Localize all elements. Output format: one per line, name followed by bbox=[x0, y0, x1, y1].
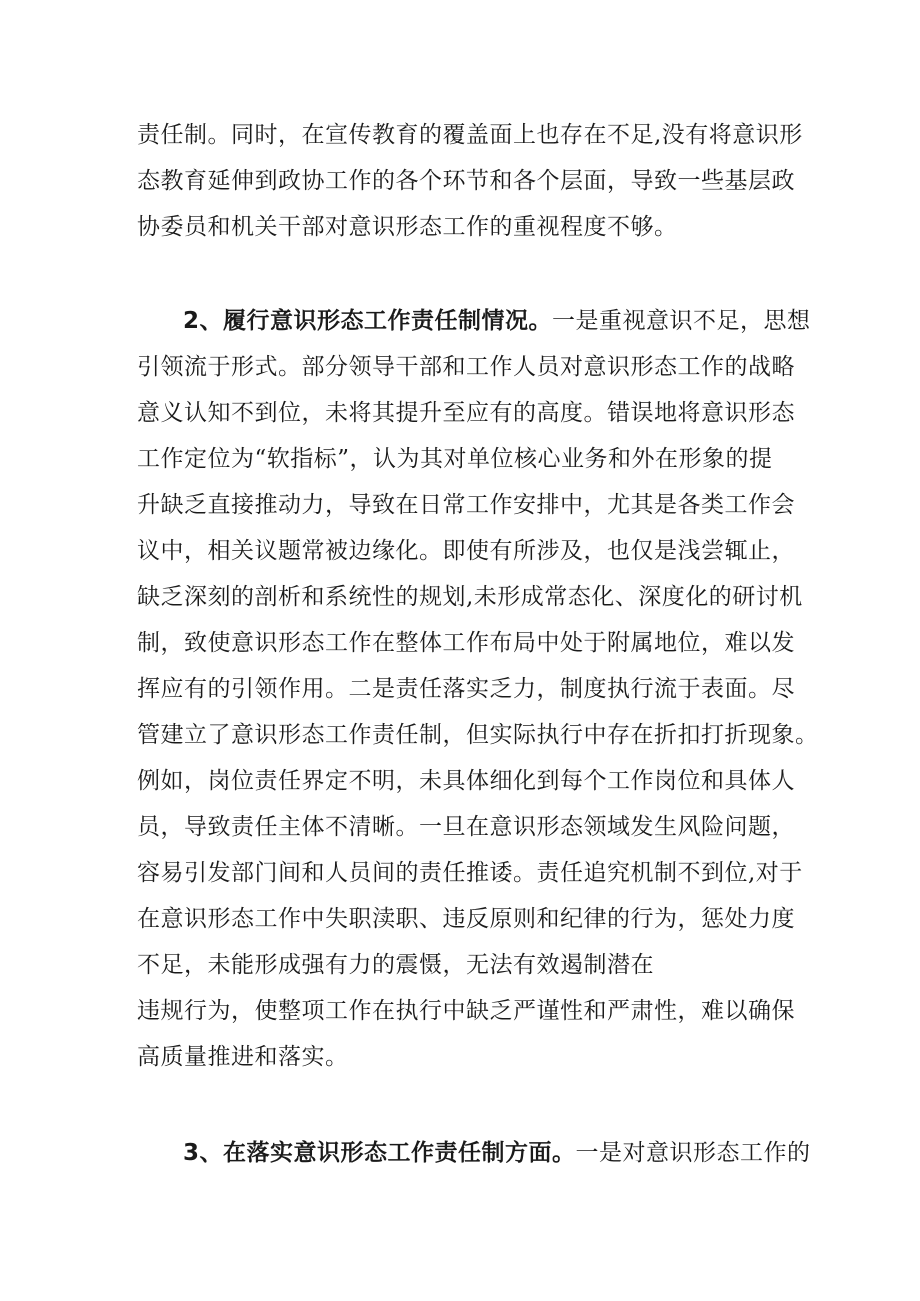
section2-first-line bbox=[183, 306, 811, 336]
section2-line-14: 不足，未能形成强有力的震慑，无法有效遏制潜在 bbox=[137, 952, 654, 978]
section2-line-8: 挥应有的引领作用。二是责任落实乏力，制度执行流于表面。尽 bbox=[137, 676, 795, 702]
section2-heading: 2、履行意识形态工作责任制情况。 bbox=[183, 308, 553, 334]
section3-heading: 3、在落实意识形态工作责任制方面。 bbox=[183, 1140, 576, 1166]
section2-line-11: 员，导致责任主体不清晰。一旦在意识形态领域发生风险问题， bbox=[137, 814, 795, 840]
section2-line-2: 意义认知不到位，未将其提升至应有的高度。错误地将意识形态 bbox=[137, 400, 795, 426]
section2-line-13: 在意识形态工作中失职渎职、违反原则和纪律的行为，惩处力度 bbox=[137, 906, 795, 932]
section3-first-line bbox=[183, 1138, 811, 1168]
para1-line-2: 态教育延伸到政协工作的各个环节和各个层面，导致一些基层政 bbox=[137, 168, 795, 194]
section2-line-9: 管建立了意识形态工作责任制，但实际执行中存在折扣打折现象。 bbox=[137, 722, 819, 748]
section2-line-16: 高质量推进和落实。 bbox=[137, 1044, 349, 1070]
section2-line-3: 工作定位为“软指标”，认为其对单位核心业务和外在形象的提 bbox=[137, 446, 773, 472]
para1-line-3: 协委员和机关干部对意识形态工作的重视程度不够。 bbox=[137, 214, 678, 240]
section2-line-10: 例如，岗位责任界定不明，未具体细化到每个工作岗位和具体人 bbox=[137, 768, 795, 794]
section2-line-5: 议中，相关议题常被边缘化。即使有所涉及，也仅是浅尝辄止， bbox=[137, 538, 795, 564]
section3-first-line-text: 一是对意识形态工作的 bbox=[575, 1140, 811, 1166]
section2-line-4: 升缺乏直接推动力，导致在日常工作安排中，尤其是各类工作会 bbox=[137, 492, 795, 518]
para1-line-1: 责任制。同时，在宣传教育的覆盖面上也存在不足,没有将意识形 bbox=[137, 122, 803, 148]
section2-first-line-text: 一是重视意识不足，思想 bbox=[552, 308, 811, 334]
section2-line-7: 制，致使意识形态工作在整体工作布局中处于附属地位，难以发 bbox=[137, 630, 795, 656]
section2-line-12: 容易引发部门间和人员间的责任推诿。责任追究机制不到位,对于 bbox=[137, 860, 803, 886]
section2-line-1: 引领流于形式。部分领导干部和工作人员对意识形态工作的战略 bbox=[137, 354, 795, 380]
section2-line-15: 违规行为，使整项工作在执行中缺乏严谨性和严肃性，难以确保 bbox=[137, 998, 795, 1024]
section2-line-6: 缺乏深刻的剖析和系统性的规划,未形成常态化、深度化的研讨机 bbox=[137, 584, 803, 610]
